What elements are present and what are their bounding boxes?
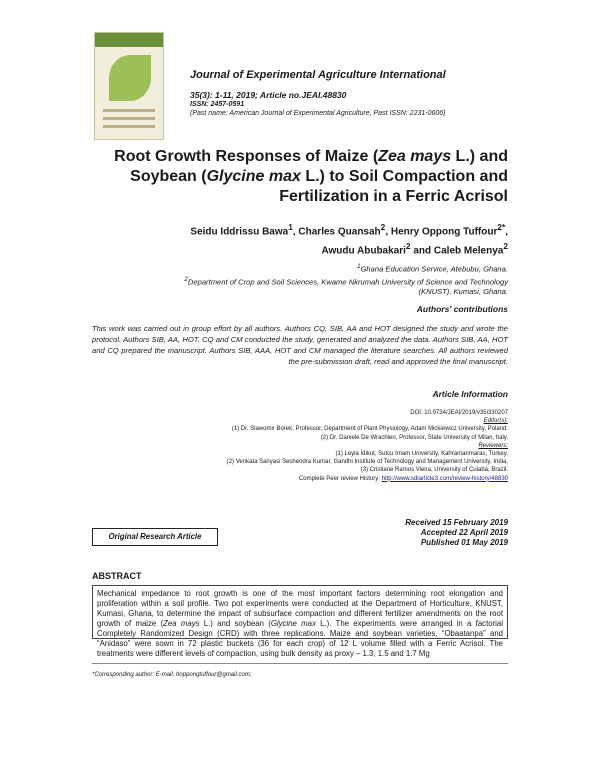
author: , Charles Quansah <box>292 226 381 238</box>
affiliations <box>78 262 508 297</box>
reviewer: (3) Cristiane Ramos Vieira, University of Cuiabá, Brazil. <box>360 467 508 474</box>
abstract-species: Glycine max <box>270 619 316 628</box>
abstract-species: Zea mays <box>163 619 200 628</box>
abstract-text: L.). The experiments were arranged in a factorial Completely Randomized Design (CRD) with three replications. Maize and soybean varieties, “Obaatanpa” and “Anidaso” were sown in 72 plastic buckets (36 for each crop) of 12 L volume filled with a Ferric Acrisol. The treatments were different levels of compaction, using bulk density as proxy – 1.3, 1.5 and 1.7 Mg <box>97 619 503 658</box>
title-part: L.) and <box>451 148 508 165</box>
doi: DOI: 10.9734/JEAI/2019/v35i330207 <box>410 410 508 416</box>
affiliation: (KNUST), Kumasi, Ghana. <box>418 287 508 297</box>
author: , Henry Oppong Tuffour <box>385 226 498 238</box>
title-part: Soybean ( <box>130 168 207 185</box>
cover-band <box>95 33 163 47</box>
dates <box>405 518 508 548</box>
author-sep: , <box>505 226 508 238</box>
affiliation: Ghana Education Service, Atebubu, Ghana. <box>360 264 508 274</box>
published-date: Published 01 May 2019 <box>420 538 508 547</box>
affiliation: Department of Crop and Soil Sciences, Kwame Nkrumah University of Science and Technology <box>187 277 508 287</box>
past-name: (Past name: American Journal of Experimental Agriculture, Past ISSN: 2231-0606) <box>190 110 446 117</box>
accepted-date: Accepted 22 April 2019 <box>420 528 508 537</box>
author-list <box>78 220 508 259</box>
review-history-link[interactable]: http://www.sdiarticle3.com/review-history/48830 <box>381 475 508 482</box>
title-part: L.) to Soil Compaction and <box>300 168 508 185</box>
author-sup: 2* <box>497 222 506 232</box>
volume-line: 35(3): 1-11, 2019; Article no.JEAI.48830 <box>190 90 347 100</box>
author: Seidu Iddrissu Bawa <box>190 226 289 238</box>
title-part: Root Growth Responses of Maize ( <box>114 148 379 165</box>
reviewer: (1) Leyla İdikut, Sutcu Imam University, Kahramanmaras, Turkey. <box>335 451 508 458</box>
title-part: Fertilization in a Ferric Acrisol <box>279 188 508 205</box>
cover-line <box>103 125 155 128</box>
editor: (1) Dr. Slawomir Borek, Professor, Department of Plant Physiology, Adam Mickiewicz University, Poland. <box>231 426 508 433</box>
footnote-rule <box>92 663 508 664</box>
author-sup: 2 <box>503 241 508 252</box>
cover-plant-graphic <box>109 55 151 101</box>
abstract-box <box>92 585 508 658</box>
abstract-text: L.) and soybean ( <box>199 619 271 628</box>
editors-label: Editor(s): <box>483 418 508 425</box>
author-sup: 1 <box>288 222 293 232</box>
cover-line <box>103 109 155 112</box>
title-species: Zea mays <box>378 148 452 165</box>
author: and Caleb Melenya <box>410 245 504 257</box>
affil-sup: 1 <box>356 263 361 270</box>
article-type-box: Original Research Article <box>92 528 218 546</box>
journal-name: Journal of Experimental Agriculture International <box>190 69 446 81</box>
article-info-heading: Article Information <box>432 389 508 399</box>
reviewer: (2) Venkata Sanyasi Seshendra Kumar, Gandhi Institute of Technology and Management University, India. <box>226 459 508 466</box>
received-date: Received 15 February 2019 <box>405 518 508 527</box>
issn: ISSN: 2457-0591 <box>190 101 245 108</box>
journal-cover-thumbnail <box>94 32 164 140</box>
reviewers-label: Reviewers: <box>478 442 508 449</box>
editor: (2) Dr. Daniele De Wrachien, Professor, State University of Milan, Italy. <box>320 434 508 441</box>
contributions-heading: Authors' contributions <box>416 304 508 314</box>
review-history <box>68 475 508 483</box>
corresponding-author-footnote: *Corresponding author: E-mail: hoppongtuffour@gmail.com; <box>92 672 252 678</box>
review-history-label: Complete Peer review History: <box>298 475 382 482</box>
article-info <box>68 409 508 483</box>
author: Awudu Abubakari <box>321 245 406 257</box>
article-title <box>78 147 508 207</box>
contributions-text: This work was carried out in group effort by all authors. Authors CQ, SIB, AA and HOT designed the study and wrote the protocol. Authors SIB, AA, HOT, CQ and CM conducted the study, generated and analyzed the data. Authors SIB, AA, HOT and CQ prepared the manuscript. Authors SIB, AAA, HOT and CM managed the literature searches. All authors reviewed the pre-submission draft, read and approved the final manuscript. <box>92 324 508 366</box>
cover-line <box>103 117 155 120</box>
affil-sup: 2 <box>184 275 188 283</box>
author-sup: 2 <box>405 241 411 252</box>
abstract-text: Mechanical impedance to root growth is one of the most important factors determining root elongation and proliferation within a soil profile. Two pot experiments were conducted at the Department of Horticulture, KNUST, Kumasi, Ghana, to determine the impact of subsurface compaction and different fertilizer amendments on the root growth of maize ( <box>97 589 503 628</box>
title-species: Glycine max <box>206 168 301 185</box>
author-sup: 2 <box>380 222 386 232</box>
abstract-heading: ABSTRACT <box>92 571 142 581</box>
